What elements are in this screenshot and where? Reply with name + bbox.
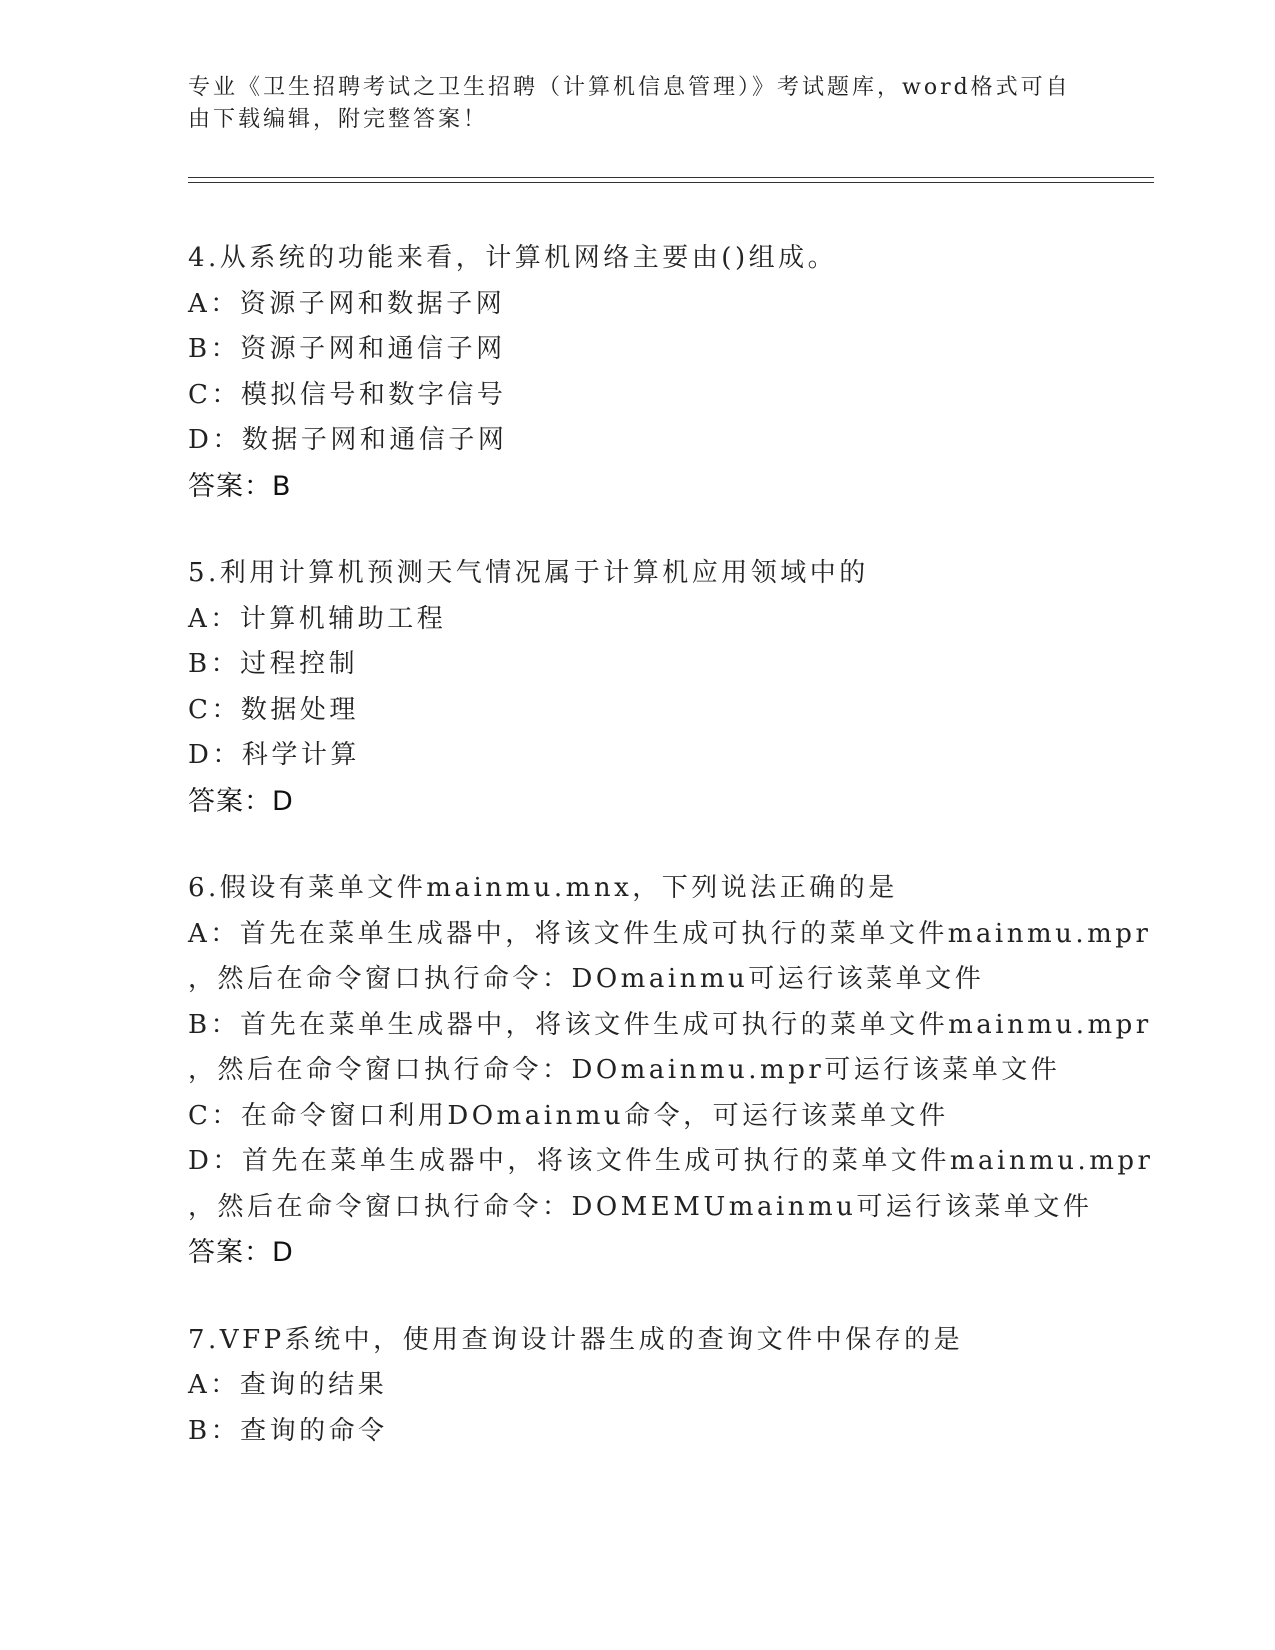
header-divider-top [188, 177, 1154, 178]
option-b: B：首先在菜单生成器中，将该文件生成可执行的菜单文件mainmu.mpr [188, 1009, 1152, 1040]
option-a: A：计算机辅助工程 [188, 603, 447, 634]
option-b-continued: ，然后在命令窗口执行命令：DOmainmu.mpr可运行该菜单文件 [188, 1055, 1061, 1085]
option-a-continued: ，然后在命令窗口执行命令：DOmainmu可运行该菜单文件 [188, 964, 985, 994]
option-a: A：首先在菜单生成器中，将该文件生成可执行的菜单文件mainmu.mpr [188, 918, 1152, 949]
question-4 [188, 236, 1168, 509]
header-line-1: 专业《卫生招聘考试之卫生招聘（计算机信息管理）》考试题库，word格式可自 [188, 75, 1071, 100]
option-d: D：首先在菜单生成器中，将该文件生成可执行的菜单文件mainmu.mpr [188, 1146, 1154, 1176]
option-a: A：查询的结果 [188, 1370, 388, 1400]
option-d: D：科学计算 [188, 740, 360, 770]
header-divider-bottom [188, 182, 1154, 183]
option-c: C：数据处理 [188, 694, 359, 725]
question-5 [188, 551, 1168, 824]
header-line-2: 由下载编辑，附完整答案！ [188, 107, 489, 132]
question-stem: 7.VFP系统中，使用查询设计器生成的查询文件中保存的是 [188, 1324, 964, 1355]
question-list [188, 236, 1168, 1496]
option-d-continued: ，然后在命令窗口执行命令：DOMEMUmainmu可运行该菜单文件 [188, 1191, 1093, 1222]
question-stem: 5.利用计算机预测天气情况属于计算机应用领域中的 [188, 558, 869, 588]
option-b: B：查询的命令 [188, 1415, 388, 1446]
answer-line: 答案：B [188, 470, 292, 502]
option-b: B：资源子网和通信子网 [188, 334, 506, 364]
option-c: C：模拟信号和数字信号 [188, 379, 507, 410]
option-c: C：在命令窗口利用DOmainmu命令，可运行该菜单文件 [188, 1100, 949, 1131]
question-7 [188, 1318, 1168, 1455]
document-header [188, 72, 1078, 136]
question-stem: 6.假设有菜单文件mainmu.mnx，下列说法正确的是 [188, 873, 898, 903]
option-d: D：数据子网和通信子网 [188, 425, 508, 455]
answer-line: 答案：D [188, 785, 294, 817]
option-a: A：资源子网和数据子网 [188, 288, 506, 319]
question-6 [188, 866, 1168, 1276]
answer-line: 答案：D [188, 1237, 294, 1268]
question-stem: 4.从系统的功能来看，计算机网络主要由()组成。 [188, 243, 838, 273]
option-b: B：过程控制 [188, 649, 359, 679]
